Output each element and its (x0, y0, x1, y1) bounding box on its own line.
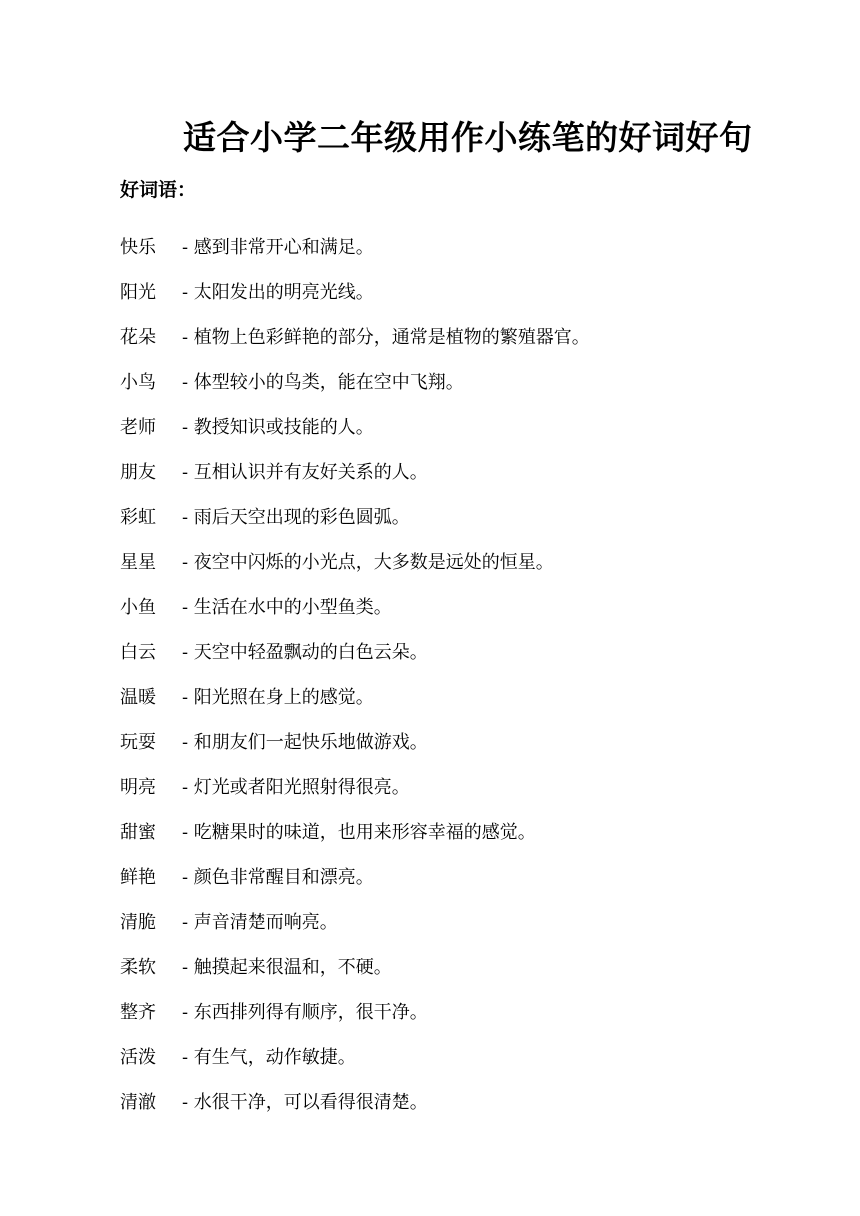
word-definition: - 和朋友们一起快乐地做游戏。 (182, 731, 428, 753)
word-term: 清脆 (120, 911, 156, 933)
word-term: 柔软 (120, 956, 156, 978)
word-entry (120, 223, 820, 268)
word-term: 白云 (120, 641, 156, 663)
word-term: 花朵 (120, 326, 156, 348)
word-term: 活泼 (120, 1046, 156, 1068)
word-definition: - 水很干净，可以看得很清楚。 (182, 1091, 428, 1113)
word-term: 整齐 (120, 1001, 156, 1023)
word-definition: - 东西排列得有顺序，很干净。 (182, 1001, 428, 1023)
word-definition: - 生活在水中的小型鱼类。 (182, 596, 392, 618)
word-entry (120, 448, 820, 493)
word-term: 老师 (120, 416, 156, 438)
word-definition: - 灯光或者阳光照射得很亮。 (182, 776, 410, 798)
word-term: 甜蜜 (120, 821, 156, 843)
word-entry (120, 583, 820, 628)
word-list (120, 223, 820, 1123)
word-term: 明亮 (120, 776, 156, 798)
word-term: 玩耍 (120, 731, 156, 753)
word-definition: - 雨后天空出现的彩色圆弧。 (182, 506, 410, 528)
word-term: 清澈 (120, 1091, 156, 1113)
word-definition: - 感到非常开心和满足。 (182, 236, 374, 258)
word-definition: - 体型较小的鸟类，能在空中飞翔。 (182, 371, 464, 393)
word-entry (120, 358, 820, 403)
word-definition: - 颜色非常醒目和漂亮。 (182, 866, 374, 888)
word-entry (120, 403, 820, 448)
word-entry (120, 628, 820, 673)
word-term: 星星 (120, 551, 156, 573)
word-entry (120, 853, 820, 898)
word-definition: - 有生气，动作敏捷。 (182, 1046, 356, 1068)
word-entry (120, 988, 820, 1033)
word-definition: - 天空中轻盈飘动的白色云朵。 (182, 641, 428, 663)
word-definition: - 吃糖果时的味道，也用来形容幸福的感觉。 (182, 821, 536, 843)
section-heading: 好词语： (120, 179, 197, 201)
word-entry (120, 538, 820, 583)
word-entry (120, 673, 820, 718)
word-entry (120, 898, 820, 943)
word-definition: - 阳光照在身上的感觉。 (182, 686, 374, 708)
word-term: 鲜艳 (120, 866, 156, 888)
word-definition: - 夜空中闪烁的小光点，大多数是远处的恒星。 (182, 551, 554, 573)
word-definition: - 教授知识或技能的人。 (182, 416, 374, 438)
word-entry (120, 718, 820, 763)
word-term: 小鱼 (120, 596, 156, 618)
word-entry (120, 313, 820, 358)
page-title: 适合小学二年级用作小练笔的好词好句 (183, 118, 753, 157)
word-entry (120, 763, 820, 808)
word-definition: - 互相认识并有友好关系的人。 (182, 461, 428, 483)
word-entry (120, 808, 820, 853)
word-definition: - 声音清楚而响亮。 (182, 911, 338, 933)
word-definition: - 太阳发出的明亮光线。 (182, 281, 374, 303)
word-definition: - 植物上色彩鲜艳的部分，通常是植物的繁殖器官。 (182, 326, 590, 348)
word-definition: - 触摸起来很温和，不硬。 (182, 956, 392, 978)
word-entry (120, 1078, 820, 1123)
word-term: 阳光 (120, 281, 156, 303)
word-entry (120, 268, 820, 313)
word-entry (120, 943, 820, 988)
word-term: 温暖 (120, 686, 156, 708)
word-entry (120, 493, 820, 538)
word-term: 彩虹 (120, 506, 156, 528)
word-term: 朋友 (120, 461, 156, 483)
word-entry (120, 1033, 820, 1078)
word-term: 小鸟 (120, 371, 156, 393)
word-term: 快乐 (120, 236, 156, 258)
